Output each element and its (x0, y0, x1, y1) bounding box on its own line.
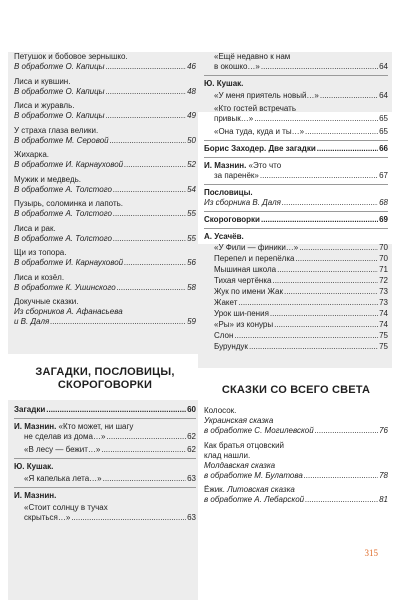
toc-entry: Ёжик. Литовская сказка в обработке А. Лебарской ..... 81 (204, 485, 388, 505)
page-ref: 72 (379, 276, 388, 285)
toc-entry (14, 52, 196, 72)
toc-entry (14, 126, 196, 146)
page-ref: 70 (379, 254, 388, 263)
toc-entry: Скороговорки ..... 69 (204, 215, 388, 225)
right-bottom-column (204, 406, 388, 510)
page-ref: 55 (187, 209, 196, 218)
toc-entry: «Стоит солнцу в тучах (24, 503, 108, 512)
page-ref: 75 (379, 331, 388, 340)
entry-title: Лиса и кувшин. (14, 76, 71, 86)
page-ref: 48 (187, 86, 196, 96)
toc-entry: «У Фили — финики…» ..... 70 (204, 243, 388, 253)
entry-subtitle: В обработке И. Карнауховой (14, 258, 124, 267)
entry-title: Лиса и журавль. (14, 101, 75, 110)
entry-subtitle: В обработке А. Толстого (14, 209, 112, 218)
entry-subtitle: В обработке О. Капицы (14, 86, 105, 96)
entry-subtitle: В обработке О. Капицы (14, 62, 105, 71)
page-ref: 71 (379, 265, 388, 274)
entry-subtitle: В обработке А. Толстого (14, 233, 112, 243)
toc-entry: Загадки ..... 60 (14, 405, 196, 415)
toc-entry (14, 101, 196, 121)
toc-entry: И. Мазнин. «Кто может, ни шагу (14, 422, 134, 431)
toc-list (204, 243, 388, 352)
page-ref: 74 (379, 320, 388, 329)
toc-entry: Как братья отцовский клад нашли. Молдавская сказка в обработке М. Булатова ..... 78 (204, 441, 388, 481)
toc-entry (14, 297, 196, 327)
toc-entry: Борис Заходер. Две загадки ..... 66 (204, 144, 388, 154)
author-heading: Ю. Кушак. (204, 79, 244, 88)
toc-entry: Колосок. Украинская сказка в обработке С. Могилевской ..... 76 (204, 406, 388, 436)
page-ref: 56 (187, 258, 196, 267)
entry-title: Лиса и рак. (14, 223, 56, 233)
toc-entry: «У меня приятель новый…» ..... 64 (204, 91, 388, 101)
toc-entry (14, 273, 196, 293)
entry-subtitle: В обработке А. Толстого (14, 184, 112, 194)
entry-title: Мужик и медведь. (14, 174, 82, 184)
section-heading-world-tales: СКАЗКИ СО ВСЕГО СВЕТА (221, 384, 371, 396)
author-heading: А. Усачёв. (204, 232, 244, 241)
entry-subtitle: В обработке И. Карнауховой (14, 160, 124, 169)
page-ref: 55 (187, 233, 196, 243)
entry-subtitle: и В. Даля (14, 317, 50, 326)
toc-entry (14, 175, 196, 195)
entry-title: Жихарка. (14, 150, 50, 159)
section-heading-riddles: ЗАГАДКИ, ПОСЛОВИЦЫ, СКОРОГОВОРКИ (35, 366, 175, 391)
toc-entry: «В лесу — бежит…» ..... 62 (14, 445, 196, 455)
author-heading: Ю. Кушак. (14, 462, 54, 471)
entry-title: У страха глаза велики. (14, 125, 99, 135)
entry-title: Щи из топора. (14, 248, 67, 257)
left-column (14, 52, 196, 332)
page-ref: 70 (379, 243, 388, 252)
toc-entry (14, 77, 196, 97)
toc-entry (14, 150, 196, 170)
entry-subtitle: Из сборников А. Афанасьева (14, 307, 123, 316)
toc-entry: Жук по имени Жак ..... 73 (204, 287, 388, 297)
toc-entry: «Ры» из конуры ..... 74 (204, 320, 388, 330)
left-bottom-column: Загадки ..... 60 И. Мазнин. «Кто может, ни шагу не сделав из дома…» ..... 62 «В лесу — бежит…» ..... 62 Ю. Кушак. «Я капелька лета…» ..... 63 И. Мазнин. «Стоит солнцу в тучах скрыться…» ..... 63 (14, 405, 196, 523)
entry-subtitle: В обработке М. Серовой (14, 135, 109, 145)
page-ref: 59 (187, 317, 196, 326)
entry-subtitle: В обработке О. Капицы (14, 111, 105, 120)
page-ref: 58 (187, 282, 196, 292)
toc-entry: И. Мазнин. «Это что (204, 161, 282, 170)
right-column: «Ещё недавно к нам в окошко…» ..... 64 Ю. Кушак. «У меня приятель новый…» ..... 64 «Кто гостей встречать привык…» ..... 65 «Она туда, куда и ты…» ..... 65 Борис Заходер. Две загадки ..... 66 И. Мазнин. «Это что за паренёк» ..... 67 Пословицы. Из сборника В. Даля ..... 68 Скороговорки ..... 69 А. Усачёв. «У Фили — финики…» ..... 70 Перепел и перепёлка ..... 70 Мышиная школа ..... 71 Тихая чертёнка ..... 72 Жук по имени Жак ..... 73 Жакет ..... 73 Урок ши-пения ..... 74 «Ры» из конуры ..... 74 Слон ..... 75 Бурундук ..... 75 (204, 52, 388, 353)
entry-subtitle: В обработке К. Ушинского (14, 282, 116, 292)
page-ref: 73 (379, 287, 388, 296)
page-ref: 54 (187, 184, 196, 194)
toc-entry: «Ещё недавно к нам (214, 52, 291, 61)
toc-entry: Жакет ..... 73 (204, 298, 388, 308)
entry-title: Пузырь, соломинка и лапоть. (14, 199, 124, 208)
page-ref: 50 (187, 135, 196, 145)
toc-entry: «Кто гостей встречать (214, 104, 296, 113)
page-ref: 75 (379, 342, 388, 351)
toc-entry: Мышиная школа ..... 71 (204, 265, 388, 275)
page-number: 315 (364, 548, 378, 558)
author-heading: И. Мазнин. (14, 491, 57, 500)
page-ref: 74 (379, 309, 388, 318)
entry-title: Докучные сказки. (14, 297, 79, 306)
toc-list (14, 52, 196, 293)
toc-entry: Пословицы. (204, 188, 253, 197)
toc-entry: Слон ..... 75 (204, 331, 388, 341)
toc-entry (14, 224, 196, 244)
toc-entry: Урок ши-пения ..... 74 (204, 309, 388, 319)
toc-entry (14, 248, 196, 268)
toc-entry: «Я капелька лета…» ..... 63 (14, 474, 196, 484)
toc-entry (14, 199, 196, 219)
page-ref: 46 (187, 62, 196, 71)
page-ref: 49 (187, 111, 196, 120)
toc-entry: Перепел и перепёлка ..... 70 (204, 254, 388, 264)
page-ref: 52 (187, 160, 196, 169)
page-ref: 73 (379, 298, 388, 307)
toc-entry: Бурундук ..... 75 (204, 342, 388, 352)
entry-title: Лиса и козёл. (14, 272, 65, 282)
entry-title: Петушок и бобовое зернышко. (14, 52, 128, 61)
toc-entry: «Она туда, куда и ты…» ..... 65 (204, 127, 388, 137)
toc-entry: Тихая чертёнка ..... 72 (204, 276, 388, 286)
